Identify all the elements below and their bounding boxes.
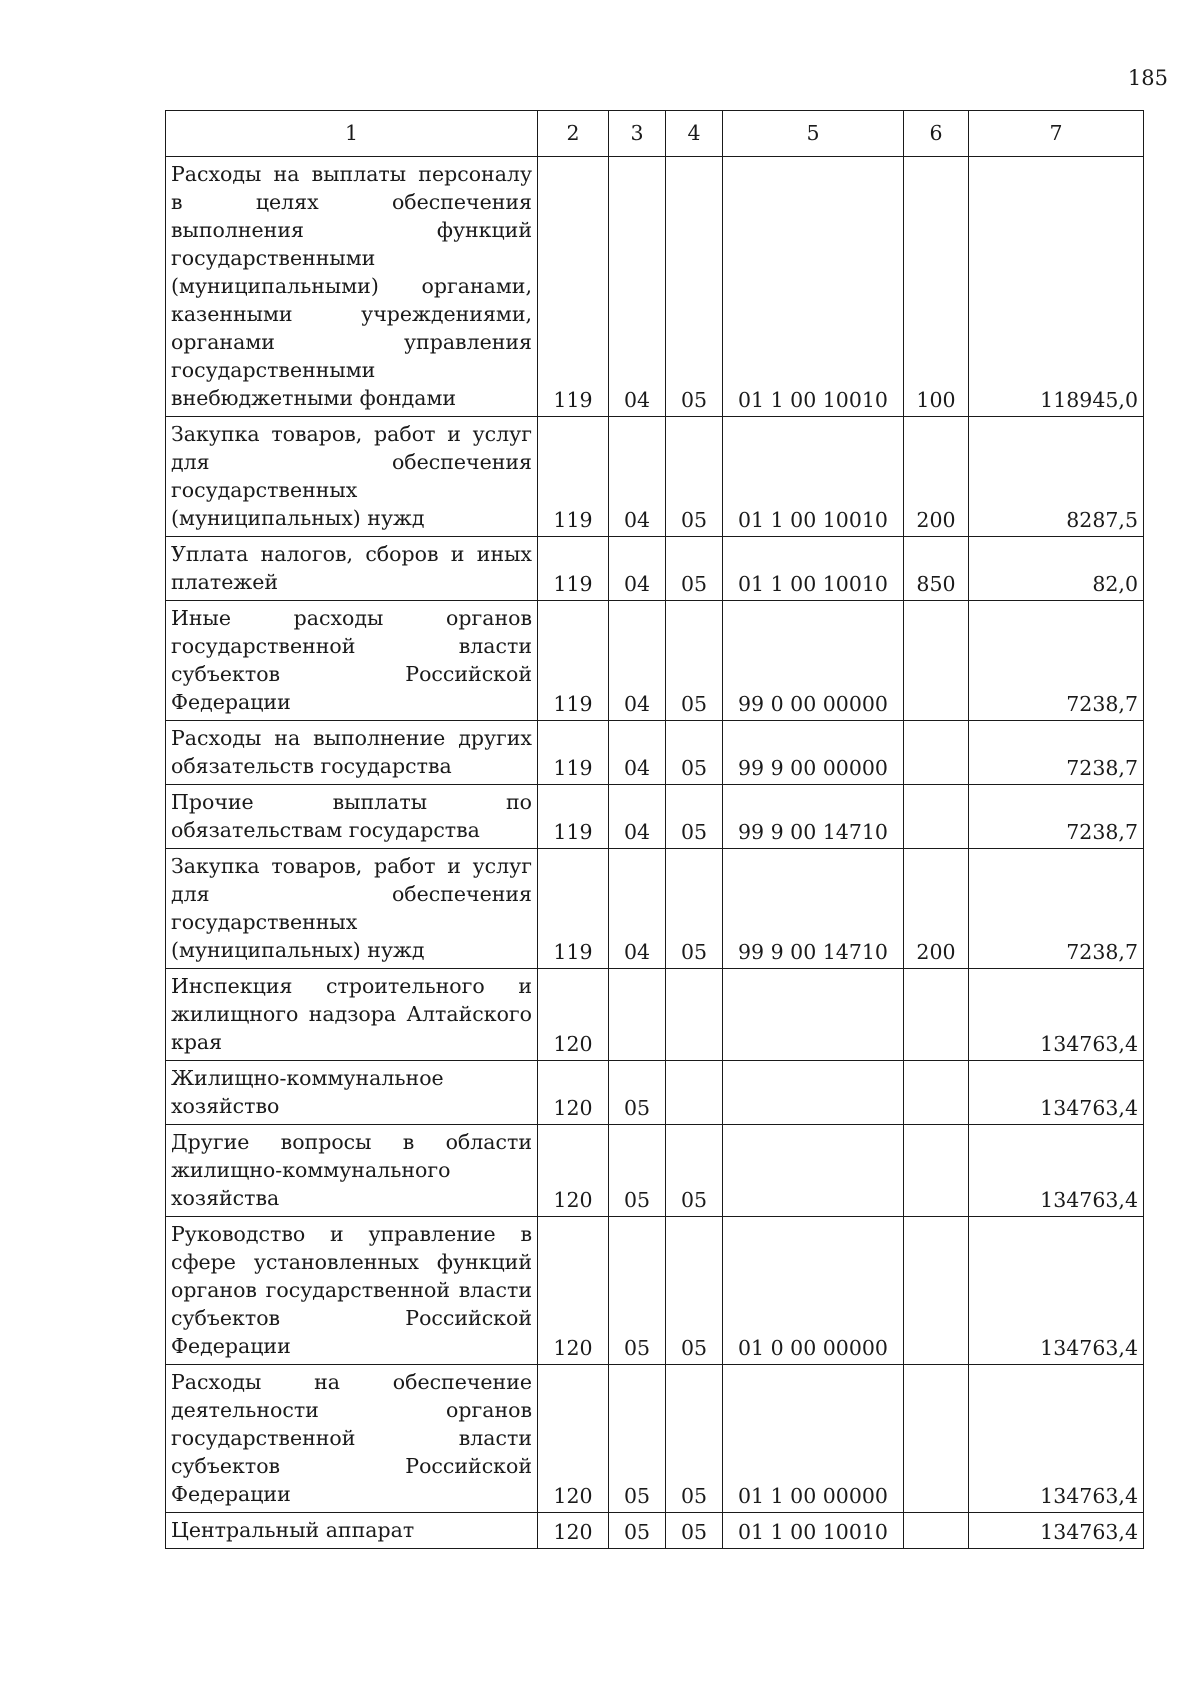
amount-cell: 134763,4: [969, 1217, 1144, 1365]
amount-cell: 7238,7: [969, 785, 1144, 849]
expense-type-cell: 100: [904, 157, 969, 417]
section-code-cell: 05: [609, 1061, 666, 1125]
amount-cell: 134763,4: [969, 1061, 1144, 1125]
amount-cell: 82,0: [969, 537, 1144, 601]
section-code-cell: 05: [609, 1365, 666, 1513]
table-row: [166, 1125, 1144, 1217]
section-code-cell: 04: [609, 785, 666, 849]
section-code-cell: 04: [609, 417, 666, 537]
table-row: [166, 1061, 1144, 1125]
subsection-code-cell: [666, 969, 723, 1061]
row-name-cell: Расходы на обеспечение деятельности органов государственной власти субъектов Российской Федерации: [166, 1365, 538, 1513]
amount-cell: 7238,7: [969, 601, 1144, 721]
expense-type-cell: [904, 1513, 969, 1549]
subsection-code-cell: 05: [666, 785, 723, 849]
ministry-code-cell: 119: [538, 537, 609, 601]
section-code-cell: 05: [609, 1513, 666, 1549]
ministry-code-cell: 119: [538, 417, 609, 537]
column-header: 7: [969, 111, 1144, 157]
ministry-code-cell: 120: [538, 1217, 609, 1365]
target-article-cell: [723, 1125, 904, 1217]
target-article-cell: 99 9 00 14710: [723, 785, 904, 849]
target-article-cell: 01 1 00 00000: [723, 1365, 904, 1513]
section-code-cell: 04: [609, 721, 666, 785]
row-name-cell: Прочие выплаты по обязательствам государства: [166, 785, 538, 849]
table-row: [166, 601, 1144, 721]
expense-type-cell: [904, 969, 969, 1061]
amount-cell: 8287,5: [969, 417, 1144, 537]
amount-cell: 118945,0: [969, 157, 1144, 417]
target-article-cell: 99 9 00 00000: [723, 721, 904, 785]
amount-cell: 134763,4: [969, 1513, 1144, 1549]
row-name-cell: Центральный аппарат: [166, 1513, 538, 1549]
expense-type-cell: [904, 785, 969, 849]
table-row: [166, 1365, 1144, 1513]
target-article-cell: [723, 969, 904, 1061]
amount-cell: 7238,7: [969, 721, 1144, 785]
table-header-row: [166, 111, 1144, 157]
target-article-cell: 99 0 00 00000: [723, 601, 904, 721]
subsection-code-cell: 05: [666, 1217, 723, 1365]
section-code-cell: 04: [609, 849, 666, 969]
ministry-code-cell: 119: [538, 849, 609, 969]
ministry-code-cell: 119: [538, 721, 609, 785]
ministry-code-cell: 119: [538, 785, 609, 849]
section-code-cell: 04: [609, 537, 666, 601]
row-name-cell: Руководство и управление в сфере установленных функций органов государственной власти субъектов Российской Федерации: [166, 1217, 538, 1365]
row-name-cell: Инспекция строительного и жилищного надзора Алтайского края: [166, 969, 538, 1061]
expense-type-cell: 850: [904, 537, 969, 601]
target-article-cell: [723, 1061, 904, 1125]
row-name-cell: Закупка товаров, работ и услуг для обеспечения государственных (муниципальных) нужд: [166, 849, 538, 969]
ministry-code-cell: 119: [538, 601, 609, 721]
amount-cell: 134763,4: [969, 1125, 1144, 1217]
row-name-cell: Расходы на выполнение других обязательств государства: [166, 721, 538, 785]
ministry-code-cell: 120: [538, 1513, 609, 1549]
row-name-cell: Иные расходы органов государственной власти субъектов Российской Федерации: [166, 601, 538, 721]
expense-type-cell: [904, 601, 969, 721]
page-number: 185: [1127, 66, 1168, 90]
target-article-cell: 01 1 00 10010: [723, 157, 904, 417]
ministry-code-cell: 120: [538, 1061, 609, 1125]
target-article-cell: 01 1 00 10010: [723, 1513, 904, 1549]
column-header: 6: [904, 111, 969, 157]
column-header: 5: [723, 111, 904, 157]
row-name-cell: Закупка товаров, работ и услуг для обеспечения государственных (муниципальных) нужд: [166, 417, 538, 537]
column-header: 4: [666, 111, 723, 157]
amount-cell: 134763,4: [969, 1365, 1144, 1513]
subsection-code-cell: 05: [666, 1513, 723, 1549]
expense-type-cell: [904, 1061, 969, 1125]
section-code-cell: 04: [609, 601, 666, 721]
amount-cell: 7238,7: [969, 849, 1144, 969]
ministry-code-cell: 119: [538, 157, 609, 417]
expense-type-cell: 200: [904, 417, 969, 537]
expense-type-cell: [904, 721, 969, 785]
ministry-code-cell: 120: [538, 969, 609, 1061]
target-article-cell: 01 0 00 00000: [723, 1217, 904, 1365]
budget-table: [165, 110, 1144, 1549]
table-row: [166, 537, 1144, 601]
table-row: [166, 969, 1144, 1061]
row-name-cell: Уплата налогов, сборов и иных платежей: [166, 537, 538, 601]
target-article-cell: 99 9 00 14710: [723, 849, 904, 969]
table-row: [166, 1217, 1144, 1365]
subsection-code-cell: 05: [666, 601, 723, 721]
expense-type-cell: 200: [904, 849, 969, 969]
ministry-code-cell: 120: [538, 1365, 609, 1513]
section-code-cell: 05: [609, 1125, 666, 1217]
expense-type-cell: [904, 1217, 969, 1365]
table-row: [166, 417, 1144, 537]
section-code-cell: [609, 969, 666, 1061]
row-name-cell: Жилищно-коммунальное хозяйство: [166, 1061, 538, 1125]
amount-cell: 134763,4: [969, 969, 1144, 1061]
subsection-code-cell: 05: [666, 1125, 723, 1217]
section-code-cell: 05: [609, 1217, 666, 1365]
row-name-cell: Другие вопросы в области жилищно-коммунального хозяйства: [166, 1125, 538, 1217]
subsection-code-cell: 05: [666, 849, 723, 969]
expense-type-cell: [904, 1365, 969, 1513]
subsection-code-cell: 05: [666, 721, 723, 785]
column-header: 1: [166, 111, 538, 157]
table-row: [166, 721, 1144, 785]
ministry-code-cell: 120: [538, 1125, 609, 1217]
subsection-code-cell: 05: [666, 417, 723, 537]
table-row: [166, 849, 1144, 969]
subsection-code-cell: [666, 1061, 723, 1125]
subsection-code-cell: 05: [666, 537, 723, 601]
expense-type-cell: [904, 1125, 969, 1217]
target-article-cell: 01 1 00 10010: [723, 537, 904, 601]
row-name-cell: Расходы на выплаты персоналу в целях обеспечения выполнения функций государственными (муниципальными) органами, казенными учреждениями, органами управления государственными внебюджетными фондами: [166, 157, 538, 417]
table-row: [166, 1513, 1144, 1549]
column-header: 3: [609, 111, 666, 157]
section-code-cell: 04: [609, 157, 666, 417]
column-header: 2: [538, 111, 609, 157]
table-row: [166, 785, 1144, 849]
target-article-cell: 01 1 00 10010: [723, 417, 904, 537]
subsection-code-cell: 05: [666, 157, 723, 417]
table-row: [166, 157, 1144, 417]
subsection-code-cell: 05: [666, 1365, 723, 1513]
